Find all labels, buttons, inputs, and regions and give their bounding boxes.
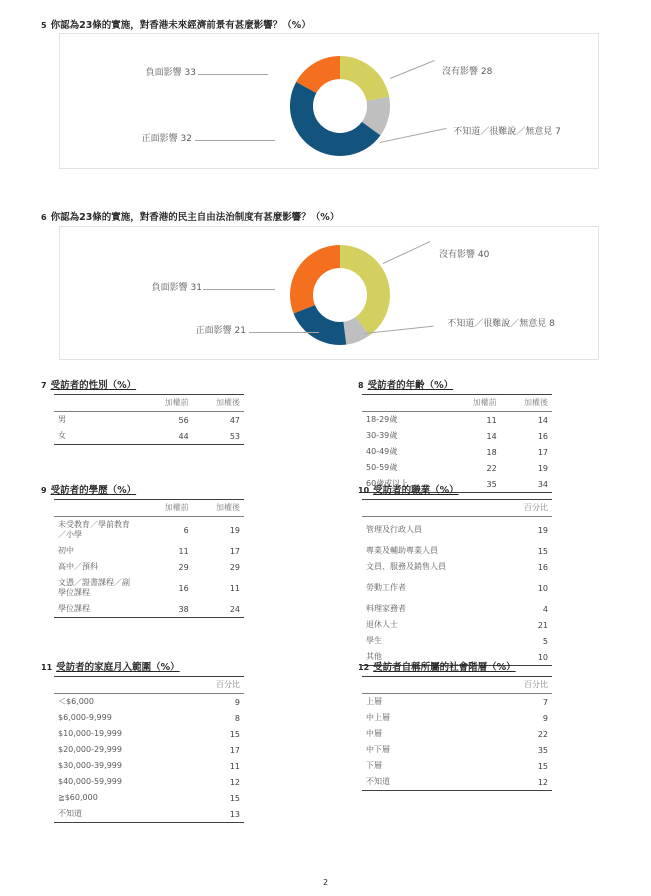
table-8-r0-v0: 11 <box>486 415 497 425</box>
question-6-heading <box>41 212 339 224</box>
table-11-r6-v0: 15 <box>229 793 240 803</box>
table-row <box>362 517 552 539</box>
table-9 <box>54 499 244 618</box>
table-7-r0-v1: 47 <box>229 415 240 425</box>
table-9-r2-v0: 29 <box>178 562 189 572</box>
chart-6-label-negative: 負面影響 31 <box>151 283 202 293</box>
table-10-r3-v0: 10 <box>537 583 548 593</box>
table-9-r3-label: 文憑／證書課程／副學位課程 <box>58 578 130 597</box>
table-row <box>362 742 552 758</box>
table-12-r4-v0: 15 <box>537 761 548 771</box>
table-7 <box>54 394 244 445</box>
table-row <box>362 633 552 649</box>
table-11-r7-label: 不知道 <box>54 806 187 823</box>
table-11-heading <box>41 662 180 674</box>
table-11-r3-v0: 17 <box>229 745 240 755</box>
table-10-heading <box>358 485 459 497</box>
table-10-r1-v0: 15 <box>537 546 548 556</box>
table-9-r1-label: 初中 <box>58 546 74 555</box>
question-5-heading <box>41 20 311 32</box>
table-7-header-2: 加權後 <box>193 395 244 412</box>
table-10-header-0 <box>362 500 495 517</box>
leader-line-negative-5 <box>198 74 268 75</box>
table-9-r0-v1: 19 <box>229 525 240 535</box>
chart-6-frame <box>59 226 599 360</box>
table-11-r4-v0: 11 <box>229 761 240 771</box>
table-12-r2-label: 中層 <box>366 729 382 738</box>
table-7-header-row <box>54 395 244 412</box>
question-5-title: 你認為23條的實施，對香港未來經濟前景有甚麼影響？（%） <box>50 20 311 31</box>
table-11-r7-v0: 13 <box>187 806 244 823</box>
chart-6-label-no-effect: 沒有影響 40 <box>439 250 490 260</box>
chart-5-label-no-effect: 沒有影響 28 <box>442 67 493 77</box>
table-8-header-row <box>362 395 552 412</box>
table-12-r4-label: 下層 <box>366 761 382 770</box>
table-row <box>362 559 552 575</box>
table-9-r2-v1: 29 <box>229 562 240 572</box>
table-11-r1-v0: 8 <box>234 713 240 723</box>
table-9-header-1: 加權前 <box>141 500 192 517</box>
table-10-r3-label: 勞動工作者 <box>366 583 406 592</box>
table-10-number: 10 <box>358 486 370 495</box>
table-8-r4-v0: 35 <box>449 476 500 493</box>
table-row <box>54 412 244 429</box>
table-row <box>54 575 244 601</box>
table-10-r0-v0: 19 <box>537 525 548 535</box>
table-12-r5-label: 不知道 <box>362 774 495 791</box>
table-row <box>362 758 552 774</box>
table-12-header-1: 百分比 <box>495 677 552 694</box>
table-10-r0-label: 管理及行政人員 <box>366 525 422 534</box>
table-row <box>362 726 552 742</box>
table-8-r2-v1: 17 <box>537 447 548 457</box>
question-6-number: 6 <box>41 213 47 222</box>
table-8-r2-label: 40-49歲 <box>366 447 398 456</box>
table-9-r3-v0: 16 <box>178 583 189 593</box>
table-row <box>54 806 244 823</box>
table-row <box>362 538 552 559</box>
table-8-r3-label: 50-59歲 <box>366 463 398 472</box>
table-8-heading <box>358 380 453 392</box>
table-10-r1-label: 專業及輔助專業人員 <box>366 546 438 555</box>
table-8-r1-label: 30-39歲 <box>366 431 398 440</box>
table-8-r2-v0: 18 <box>486 447 497 457</box>
donut-chart-5 <box>60 34 598 168</box>
table-11-r6-label: ≧$60,000 <box>58 793 98 802</box>
table-9-header-2: 加權後 <box>193 500 244 517</box>
table-10-r4-label: 料理家務者 <box>366 604 406 613</box>
table-7-header-1: 加權前 <box>141 395 192 412</box>
table-7-r0-label: 男 <box>58 415 66 424</box>
table-row <box>362 575 552 596</box>
chart-5-label-negative: 負面影響 33 <box>145 68 196 78</box>
table-row <box>362 596 552 617</box>
table-11-header-0 <box>54 677 187 694</box>
table-12-r0-label: 上層 <box>366 697 382 706</box>
table-12-r0-v0: 7 <box>542 697 548 707</box>
table-12-r5-v0: 12 <box>495 774 552 791</box>
table-7-heading <box>41 380 136 392</box>
table-row <box>54 742 244 758</box>
table-11-r0-label: ＜$6,000 <box>58 697 94 706</box>
table-8 <box>362 394 552 493</box>
table-9-header-row <box>54 500 244 517</box>
table-row <box>362 710 552 726</box>
table-12-r1-v0: 9 <box>542 713 548 723</box>
table-row <box>54 517 244 544</box>
table-row <box>54 726 244 742</box>
table-10-header-row <box>362 500 552 517</box>
table-row <box>362 428 552 444</box>
table-7-header-0 <box>54 395 141 412</box>
table-9-heading <box>41 485 136 497</box>
table-row <box>54 774 244 790</box>
table-10-r4-v0: 4 <box>542 604 548 614</box>
table-10-title: 受訪者的職業（%） <box>373 485 459 496</box>
leader-line-positive-6 <box>249 332 319 333</box>
table-row <box>54 790 244 806</box>
table-12-r3-label: 中下層 <box>366 745 390 754</box>
table-row <box>54 710 244 726</box>
table-row <box>362 617 552 633</box>
table-8-r1-v0: 14 <box>486 431 497 441</box>
chart-6-label-positive: 正面影響 21 <box>195 326 246 336</box>
table-11 <box>54 676 244 823</box>
table-8-r0-v1: 14 <box>537 415 548 425</box>
question-6-title: 你認為23條的實施，對香港的民主自由法治制度有甚麼影響？（%） <box>50 212 340 223</box>
table-row <box>54 694 244 711</box>
table-row <box>54 559 244 575</box>
table-12-r1-label: 中上層 <box>366 713 390 722</box>
table-row <box>54 601 244 618</box>
table-12-heading <box>358 662 516 674</box>
table-8-title: 受訪者的年齡（%） <box>367 380 454 391</box>
table-7-number: 7 <box>41 381 47 390</box>
table-9-r4-v0: 38 <box>141 601 192 618</box>
table-12-header-row <box>362 677 552 694</box>
chart-5-label-dont-know: 不知道／很難說／無意見 7 <box>453 127 561 137</box>
table-8-r3-v1: 19 <box>537 463 548 473</box>
table-11-title: 受訪者的家庭月入範圍（%） <box>56 662 180 673</box>
table-8-number: 8 <box>358 381 364 390</box>
table-10-r7-v0: 10 <box>495 649 552 666</box>
table-8-r4-label: 60歲或以上 <box>362 476 449 493</box>
table-7-r1-v0: 44 <box>141 428 192 445</box>
table-11-number: 11 <box>41 663 53 672</box>
table-12-r2-v0: 22 <box>537 729 548 739</box>
table-11-r3-label: $20,000-29,999 <box>58 745 122 754</box>
table-row <box>362 444 552 460</box>
table-10-r6-v0: 5 <box>542 636 548 646</box>
table-8-r4-v1: 34 <box>501 476 552 493</box>
table-9-r4-v1: 24 <box>193 601 244 618</box>
table-12-title: 受訪者自稱所屬的社會階層（%） <box>373 662 516 673</box>
table-10-r5-label: 退休人士 <box>366 620 398 629</box>
table-9-r2-label: 高中／預科 <box>58 562 98 571</box>
table-8-header-2: 加權後 <box>501 395 552 412</box>
slice-positive <box>294 305 347 345</box>
table-row <box>362 460 552 476</box>
table-12-number: 12 <box>358 663 370 672</box>
table-7-r1-label: 女 <box>54 428 141 445</box>
table-11-r2-v0: 15 <box>229 729 240 739</box>
table-9-r0-v0: 6 <box>183 525 189 535</box>
table-12 <box>362 676 552 791</box>
page-number: 2 <box>322 878 329 887</box>
leader-line-negative-6 <box>203 289 275 290</box>
donut-chart-5-svg <box>60 34 600 170</box>
chart-6-label-dont-know: 不知道／很難說／無意見 8 <box>447 319 555 329</box>
table-7-r0-v0: 56 <box>178 415 189 425</box>
table-7-r1-v1: 53 <box>193 428 244 445</box>
table-row <box>362 774 552 791</box>
leader-line-positive-5 <box>195 140 275 141</box>
table-7-title: 受訪者的性別（%） <box>50 380 137 391</box>
table-9-r1-v1: 17 <box>229 546 240 556</box>
table-8-r1-v1: 16 <box>537 431 548 441</box>
table-9-r0-label: 未受教育／學前教育／小學 <box>58 520 130 539</box>
table-9-r1-v0: 11 <box>178 546 189 556</box>
table-11-header-row <box>54 677 244 694</box>
table-row <box>362 412 552 429</box>
table-9-title: 受訪者的學歷（%） <box>50 485 137 496</box>
slice-no-effect <box>340 56 389 101</box>
table-11-r0-v0: 9 <box>234 697 240 707</box>
table-11-r5-label: $40,000-59,999 <box>58 777 122 786</box>
table-8-r0-label: 18-29歲 <box>366 415 398 424</box>
table-row <box>362 694 552 711</box>
table-11-r5-v0: 12 <box>229 777 240 787</box>
table-11-r2-label: $10,000-19,999 <box>58 729 122 738</box>
table-8-header-1: 加權前 <box>449 395 500 412</box>
table-10 <box>362 499 552 666</box>
table-10-header-1: 百分比 <box>495 500 552 517</box>
table-12-r3-v0: 35 <box>537 745 548 755</box>
table-11-r4-label: $30,000-39,999 <box>58 761 122 770</box>
chart-5-frame <box>59 33 599 169</box>
chart-5-label-positive: 正面影響 32 <box>141 134 192 144</box>
table-8-header-0 <box>362 395 449 412</box>
table-9-r3-v1: 11 <box>229 583 240 593</box>
table-10-r2-v0: 16 <box>537 562 548 572</box>
table-8-r3-v0: 22 <box>486 463 497 473</box>
table-9-header-0 <box>54 500 141 517</box>
table-9-number: 9 <box>41 486 47 495</box>
table-10-r7-label: 其他 <box>362 649 495 666</box>
slice-negative <box>290 245 340 313</box>
table-12-header-0 <box>362 677 495 694</box>
table-row <box>54 428 244 445</box>
table-row <box>54 758 244 774</box>
table-row <box>54 543 244 559</box>
table-10-r2-label: 文員、服務及銷售人員 <box>366 562 446 571</box>
table-9-r4-label: 學位課程 <box>54 601 141 618</box>
table-10-r5-v0: 21 <box>537 620 548 630</box>
table-10-r6-label: 學生 <box>366 636 382 645</box>
table-11-r1-label: $6,000-9,999 <box>58 713 112 722</box>
question-5-number: 5 <box>41 21 47 30</box>
table-11-header-1: 百分比 <box>187 677 244 694</box>
